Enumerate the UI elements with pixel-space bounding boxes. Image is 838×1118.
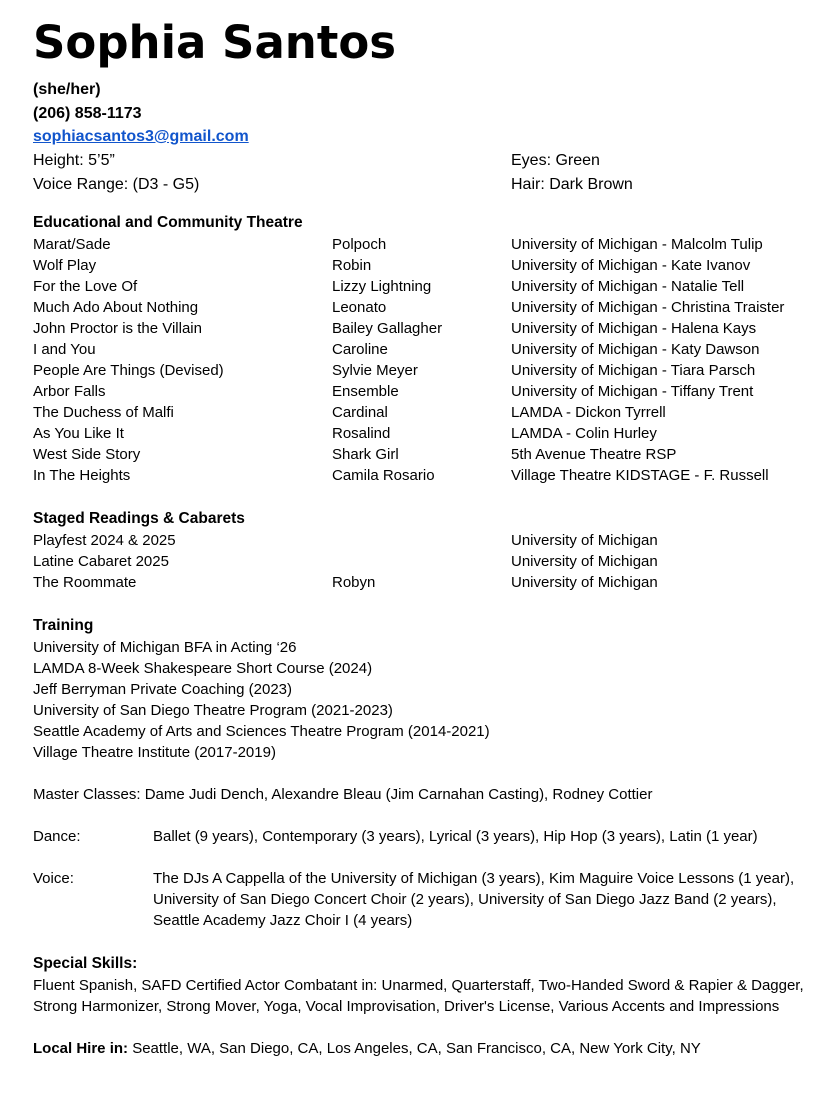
- credit-venue: LAMDA - Colin Hurley: [511, 424, 657, 442]
- credit-role: Camila Rosario: [332, 466, 435, 484]
- credit-venue: University of Michigan - Natalie Tell: [511, 277, 745, 295]
- credit-row: [33, 255, 823, 276]
- pronouns: (she/her): [33, 81, 101, 98]
- credit-role: Cardinal: [332, 403, 388, 421]
- credit-show: Wolf Play: [33, 256, 97, 274]
- section-title-staged-readings: Staged Readings & Cabarets: [33, 509, 245, 527]
- training-item: LAMDA 8-Week Shakespeare Short Course (2024): [33, 659, 373, 677]
- voice-text: The DJs A Cappella of the University of Michigan (3 years), Kim Maguire Voice Lessons (1 year), University of San Diego Concert Choir (2 years), University of San Diego Jazz Band (2 years), Seattle Academy Jazz Choir I (4 years): [153, 869, 795, 929]
- credit-role: Robyn: [332, 573, 376, 591]
- credit-row: [33, 530, 823, 551]
- voice-range: Voice Range: (D3 - G5): [33, 175, 200, 193]
- credit-row: [33, 318, 823, 339]
- credit-show: The Roommate: [33, 573, 137, 591]
- credit-role: Robin: [332, 256, 372, 274]
- dance-text: Ballet (9 years), Contemporary (3 years), Lyrical (3 years), Hip Hop (3 years), Latin (1 year): [153, 827, 758, 845]
- credit-role: Shark Girl: [332, 445, 399, 463]
- credit-show: Latine Cabaret 2025: [33, 552, 169, 570]
- credit-row: [33, 297, 823, 318]
- credit-venue: University of Michigan: [511, 531, 658, 549]
- credit-venue: University of Michigan - Christina Traister: [511, 298, 785, 316]
- credit-venue: University of Michigan - Tiara Parsch: [511, 361, 756, 379]
- credit-show: Arbor Falls: [33, 382, 106, 400]
- credit-row: [33, 276, 823, 297]
- credit-show: West Side Story: [33, 445, 141, 463]
- resume-page: [33, 14, 823, 1059]
- hair-color: Hair: Dark Brown: [511, 175, 633, 193]
- credit-show: For the Love Of: [33, 277, 138, 295]
- section-title-special-skills: Special Skills:: [33, 954, 138, 972]
- credit-show: The Duchess of Malfi: [33, 403, 174, 421]
- credit-role: Caroline: [332, 340, 388, 358]
- local-hire: [33, 1038, 823, 1059]
- credit-row: [33, 465, 823, 486]
- staged-readings-list: [33, 530, 823, 593]
- special-skills-text: Fluent Spanish, SAFD Certified Actor Combatant in: Unarmed, Quarterstaff, Two-Handed Sword & Rapier & Dagger, Strong Harmonizer, Strong Mover, Yoga, Vocal Improvisation, Driver's License, Various Accents and Impressions: [33, 976, 804, 1015]
- credit-venue: University of Michigan - Kate Ivanov: [511, 256, 751, 274]
- credit-role: Bailey Gallagher: [332, 319, 443, 337]
- credit-role: Leonato: [332, 298, 387, 316]
- credit-row: [33, 234, 823, 255]
- local-hire-text: Seattle, WA, San Diego, CA, Los Angeles, CA, San Francisco, CA, New York City, NY: [128, 1039, 701, 1057]
- credit-row: [33, 339, 823, 360]
- voice-label: Voice:: [33, 869, 74, 887]
- credit-venue: LAMDA - Dickon Tyrrell: [511, 403, 666, 421]
- credit-row: [33, 381, 823, 402]
- credit-show: I and You: [33, 340, 96, 358]
- physical-stats: [33, 149, 823, 197]
- master-classes: Master Classes: Dame Judi Dench, Alexandre Bleau (Jim Carnahan Casting), Rodney Cottier: [33, 785, 653, 803]
- credit-venue: University of Michigan - Halena Kays: [511, 319, 757, 337]
- voice-training: [33, 868, 823, 931]
- credit-venue: University of Michigan - Katy Dawson: [511, 340, 760, 358]
- training-item: University of Michigan BFA in Acting ‘26: [33, 638, 297, 656]
- section-title-training: Training: [33, 616, 94, 634]
- credit-row: [33, 551, 823, 572]
- credit-venue: University of Michigan: [511, 573, 658, 591]
- eye-color: Eyes: Green: [511, 151, 600, 169]
- credit-row: [33, 402, 823, 423]
- training-item: Seattle Academy of Arts and Sciences Theatre Program (2014-2021): [33, 722, 490, 740]
- credit-role: Rosalind: [332, 424, 391, 442]
- credit-row: [33, 572, 823, 593]
- credit-venue: Village Theatre KIDSTAGE - F. Russell: [511, 466, 769, 484]
- training-item: University of San Diego Theatre Program (2021-2023): [33, 701, 393, 719]
- dance-training: [33, 826, 823, 847]
- credit-role: Polpoch: [332, 235, 387, 253]
- credit-show: Marat/Sade: [33, 235, 111, 253]
- phone-number: (206) 858-1173: [33, 104, 142, 122]
- credit-role: Sylvie Meyer: [332, 361, 418, 379]
- training-list: [33, 637, 823, 763]
- credit-show: As You Like It: [33, 424, 124, 442]
- credit-show: In The Heights: [33, 466, 131, 484]
- email-link[interactable]: sophiacsantos3@gmail.com: [33, 128, 249, 145]
- height: Height: 5’5”: [33, 151, 115, 169]
- educational-theatre-list: [33, 234, 823, 486]
- credit-row: [33, 423, 823, 444]
- training-item: Village Theatre Institute (2017-2019): [33, 743, 276, 761]
- credit-venue: University of Michigan - Malcolm Tulip: [511, 235, 763, 253]
- credit-show: People Are Things (Devised): [33, 361, 224, 379]
- actor-name: Sophia Santos: [33, 16, 397, 69]
- credit-venue: University of Michigan - Tiffany Trent: [511, 382, 754, 400]
- credit-show: Much Ado About Nothing: [33, 298, 199, 316]
- credit-row: [33, 444, 823, 465]
- credit-row: [33, 360, 823, 381]
- training-item: Jeff Berryman Private Coaching (2023): [33, 680, 293, 698]
- credit-role: Lizzy Lightning: [332, 277, 432, 295]
- local-hire-label: Local Hire in:: [33, 1039, 129, 1057]
- section-title-educational-theatre: Educational and Community Theatre: [33, 213, 303, 231]
- credit-show: John Proctor is the Villain: [33, 319, 202, 337]
- credit-venue: University of Michigan: [511, 552, 658, 570]
- credit-show: Playfest 2024 & 2025: [33, 531, 176, 549]
- credit-venue: 5th Avenue Theatre RSP: [511, 445, 677, 463]
- credit-role: Ensemble: [332, 382, 399, 400]
- dance-label: Dance:: [33, 827, 81, 845]
